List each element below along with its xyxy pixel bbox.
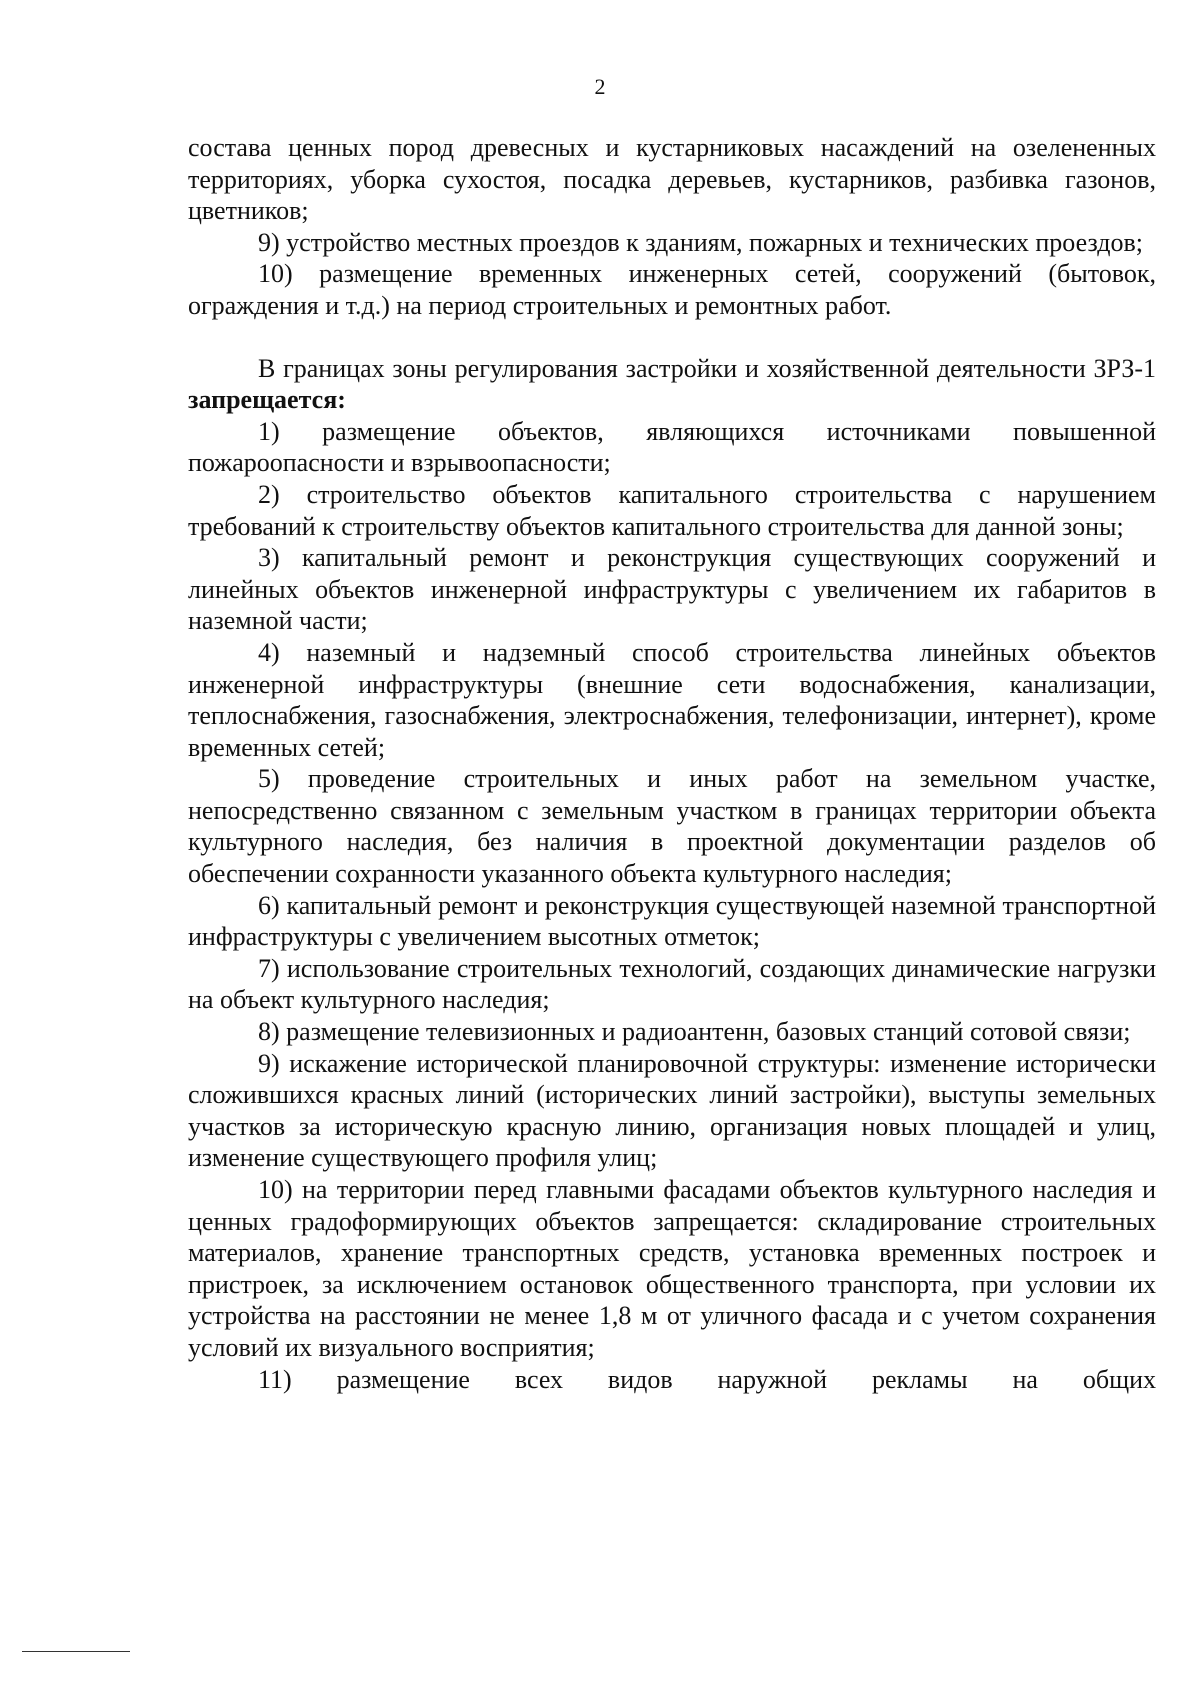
- section-intro: [188, 353, 1156, 416]
- prohibited-item-7: 7) использование строительных технологий, создающих динамические нагрузки на объект культурного наследия;: [188, 953, 1156, 1015]
- prohibited-item-6: 6) капитальный ремонт и реконструкция существующей наземной транспортной инфраструктуры с увеличением высотных отметок;: [188, 890, 1156, 952]
- list-item-9-roads: 9) устройство местных проездов к зданиям, пожарных и технических проездов;: [258, 227, 1143, 257]
- section-intro-text: В границах зоны регулирования застройки и хозяйственной деятельности ЗРЗ-1: [258, 353, 1156, 383]
- prohibited-item-4: 4) наземный и надземный способ строительства линейных объектов инженерной инфраструктуры (внешние сети водоснабжения, канализации, теплоснабжения, газоснабжения, электроснабжения, телефонизации, интернет), кроме временных сетей;: [188, 637, 1156, 762]
- paragraph-continuation: состава ценных пород древесных и кустарниковых насаждений на озелененных территориях, уборка сухостоя, посадка деревьев, кустарников, разбивка газонов, цветников;: [188, 133, 1156, 226]
- scan-edge-line: [22, 1651, 130, 1652]
- prohibited-item-2: 2) строительство объектов капитального строительства с нарушением требований к строительству объектов капитального строительства для данной зоны;: [188, 479, 1156, 541]
- prohibited-item-1: 1) размещение объектов, являющихся источниками повышенной пожароопасности и взрывоопасности;: [188, 416, 1156, 478]
- prohibited-item-9: 9) искажение исторической планировочной структуры: изменение исторически сложившихся красных линий (исторических линий застройки), выступы земельных участков за историческую красную линию, организация новых площадей и улиц, изменение существующего профиля улиц;: [188, 1048, 1156, 1173]
- prohibited-item-8: 8) размещение телевизионных и радиоантенн, базовых станций сотовой связи;: [258, 1017, 1131, 1047]
- prohibited-item-3: 3) капитальный ремонт и реконструкция существующих сооружений и линейных объектов инженерной инфраструктуры с увеличением их габаритов в наземной части;: [188, 543, 1156, 636]
- prohibited-item-11: 11) размещение всех видов наружной рекламы на общих: [258, 1364, 1156, 1394]
- list-item-10-temporary-networks: 10) размещение временных инженерных сетей, сооружений (бытовок, ограждения и т.д.) на период строительных и ремонтных работ.: [188, 259, 1156, 320]
- prohibited-item-5: 5) проведение строительных и иных работ на земельном участке, непосредственно связанном с земельным участком в границах территории объекта культурного наследия, без наличия в проектной документации разделов об обеспечении сохранности указанного объекта культурного наследия;: [188, 764, 1156, 889]
- section-intro-bold: запрещается:: [188, 385, 346, 415]
- prohibited-item-10: 10) на территории перед главными фасадами объектов культурного наследия и ценных градоформирующих объектов запрещается: складирование строительных материалов, хранение транспортных средств, установка временных построек и пристроек, за исключением остановок общественного транспорта, при условии их устройства на расстоянии не менее 1,8 м от уличного фасада и с учетом сохранения условий их визуального восприятия;: [188, 1175, 1156, 1362]
- document-body: [188, 132, 1156, 1395]
- page-number: 2: [594, 74, 606, 99]
